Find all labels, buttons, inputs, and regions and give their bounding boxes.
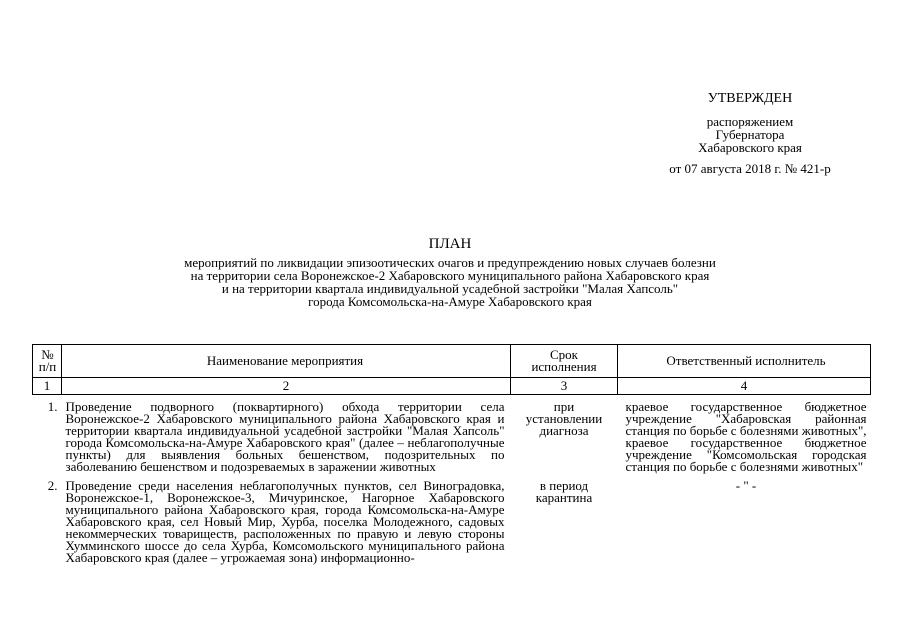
approval-stamp: УТВЕРЖДЕН <box>707 91 793 106</box>
header-term-line1: Срок <box>550 347 578 362</box>
subtitle-line: и на территории квартала индивидуальной усадебной застройки "Малая Хапсоль" <box>221 281 679 296</box>
row-term-line: диагноза <box>539 423 589 438</box>
row-term-line: карантина <box>535 490 593 505</box>
row-number: 2. <box>47 478 58 493</box>
table-row <box>33 395 871 475</box>
row-executor: - " - <box>735 478 757 493</box>
table-row <box>33 474 871 565</box>
plan-table <box>32 344 871 565</box>
column-number: 3 <box>511 378 618 395</box>
column-number: 2 <box>62 378 511 395</box>
header-num-line1: № <box>41 347 54 362</box>
header-term <box>511 345 618 378</box>
row-number: 1. <box>47 399 58 414</box>
row-term <box>511 395 618 475</box>
header-num <box>33 345 62 378</box>
approval-line-1: распоряжением <box>706 114 794 129</box>
row-term-line: при <box>553 399 575 414</box>
row-activity: Проведение среди населения неблагополучных пунктов, сел Виноградовка, Воронежское-1, Воронежское-3, Мичуринское, Нагорное Хабаровского муниципального района Хабаровского края, города Комсомольска-на-Амуре Хабаровского края, сел Новый Мир, Хурба, поселка Молодежного, садовых некоммерческих товариществ, расположенных по правую и левую стороны Хумминского шоссе до села Хурба, Комсомольского муниципального района Хабаровского края (далее – угрожаемая зона) информационно- <box>65 478 505 565</box>
header-num-line2: п/п <box>38 359 57 374</box>
header-term-line2: исполнения <box>531 359 597 374</box>
approval-line-3: Хабаровского края <box>698 140 802 155</box>
header-name: Наименование мероприятия <box>62 345 511 378</box>
table-column-numbers-row <box>33 378 871 395</box>
plan-subtitle <box>80 256 820 308</box>
row-term-line: в период <box>539 478 589 493</box>
subtitle-line: мероприятий по ликвидации эпизоотических очагов и предупреждению новых случаев болезни <box>184 255 716 270</box>
subtitle-line: города Комсомольска-на-Амуре Хабаровского края <box>308 294 592 309</box>
approval-block <box>630 92 870 175</box>
row-activity: Проведение подворного (поквартирного) обхода территории села Воронежское-2 Хабаровского муниципального района Хабаровского края и территории квартала индивидуальной усадебной застройки "Малая Хапсоль" города Комсомольска-на-Амуре Хабаровского края" (далее – неблагополучные пункты) для выявления больных бешенством, подозрительных по заболеванию бешенством и подозреваемых в заражении животных <box>65 399 505 474</box>
approval-date: от 07 августа 2018 г. № 421-р <box>669 161 831 176</box>
column-number: 4 <box>618 378 871 395</box>
column-number: 1 <box>33 378 62 395</box>
row-term-line: установлении <box>525 411 603 426</box>
plan-title: ПЛАН <box>428 236 472 252</box>
header-executor: Ответственный исполнитель <box>618 345 871 378</box>
approval-line-2: Губернатора <box>715 127 785 142</box>
row-executor: краевое государственное бюджетное учреждение "Хабаровская районная станция по борьбе с болезнями животных", краевое государственное бюджетное учреждение "Комсомольская городская станция по борьбе с болезнями животных" <box>625 399 867 474</box>
row-term <box>511 474 618 565</box>
subtitle-line: на территории села Воронежское-2 Хабаровского муниципального района Хабаровского края <box>190 268 710 283</box>
table-header-row <box>33 345 871 378</box>
